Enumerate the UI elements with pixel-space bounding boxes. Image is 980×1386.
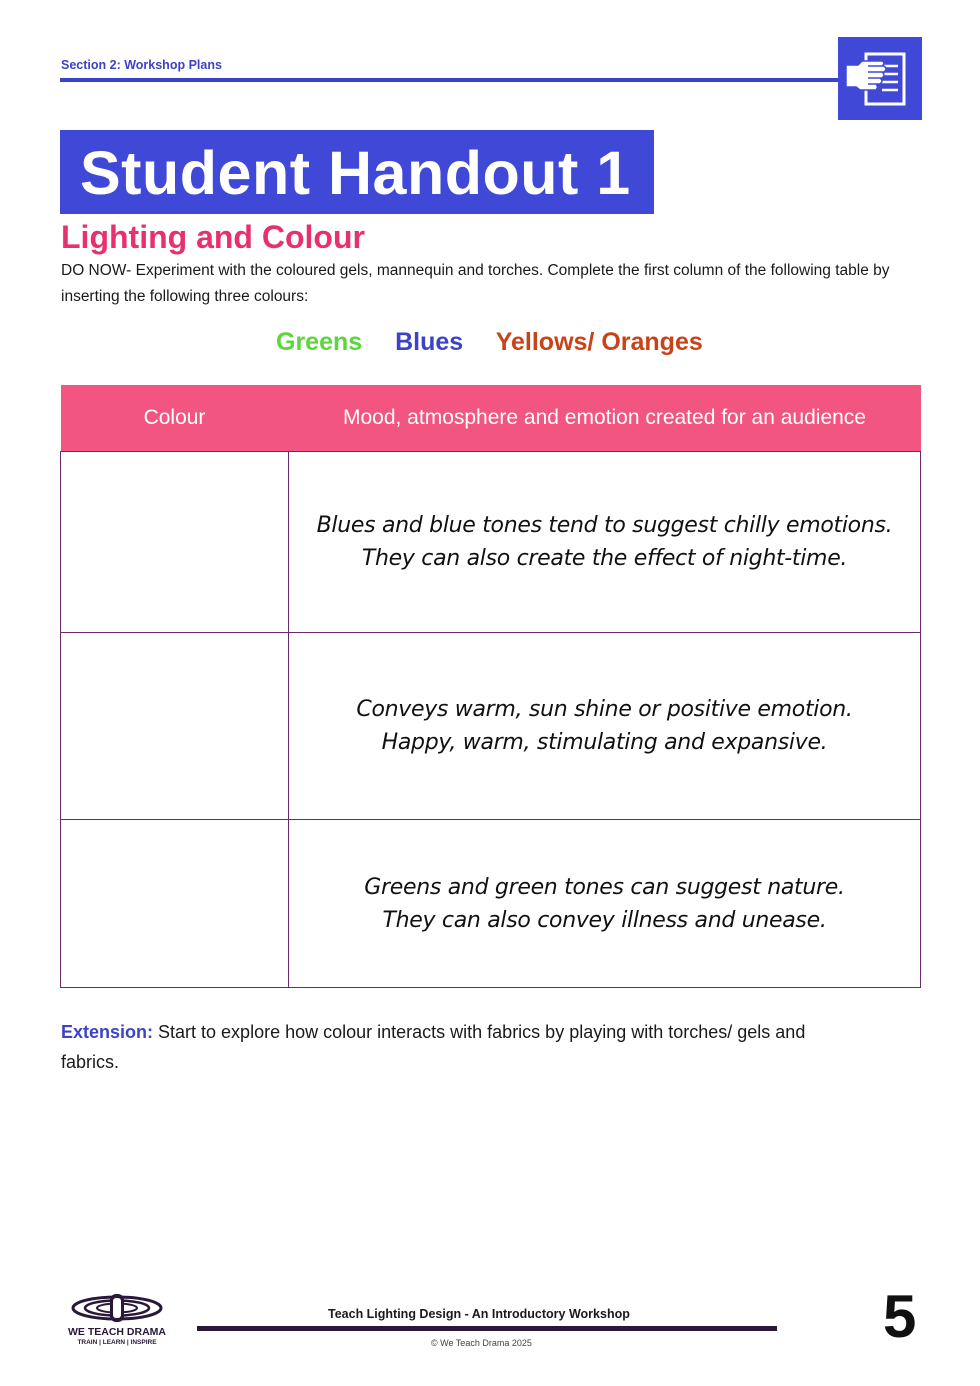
logo-tagline: TRAIN | LEARN | INSPIRE [77,1339,157,1346]
extension-text [61,1017,861,1077]
mood-cell [289,820,921,988]
colour-option-blues: Blues [395,328,464,356]
mood-line: Conveys warm, sun shine or positive emotion. [356,697,853,722]
mood-line: Greens and green tones can suggest nature. [364,874,845,900]
table-header-row [61,385,921,452]
page-title: Student Handout 1 [80,139,631,207]
hand-pointing-document-icon [838,37,922,120]
mood-line: They can also convey illness and unease. [382,907,827,933]
colour-mood-table [60,385,921,988]
mood-line: Blues and blue tones tend to suggest chilly emotions. [316,513,893,538]
footer-title: Teach Lighting Design - An Introductory Workshop [328,1307,630,1321]
we-teach-drama-logo [58,1290,176,1346]
header-rule [60,78,840,82]
copyright: © We Teach Drama 2025 [431,1338,532,1348]
footer-rule [197,1326,777,1331]
intro-text: DO NOW- Experiment with the coloured gels, mannequin and torches. Complete the first column of the following table by inserting the following three colours: [61,262,890,305]
table-row [61,452,921,633]
mood-line: They can also create the effect of night-time. [361,546,848,571]
table-row [61,633,921,820]
table-row [61,820,921,988]
mood-cell [289,633,921,820]
page-number: 5 [883,1283,917,1350]
extension-label: Extension: [61,1022,154,1042]
header-colour: Colour [61,385,289,452]
colour-cell-blank[interactable] [61,633,289,820]
extension-body: Start to explore how colour interacts with fabrics by playing with torches/ gels and fabrics. [61,1022,806,1072]
colour-cell-blank[interactable] [61,820,289,988]
colour-option-yellows-oranges: Yellows/ Oranges [495,328,703,356]
colour-option-greens: Greens [276,328,363,356]
header-mood: Mood, atmosphere and emotion created for an audience [289,385,921,452]
title-banner [60,130,654,214]
section-label: Section 2: Workshop Plans [61,58,222,72]
mood-cell [289,452,921,633]
colour-cell-blank[interactable] [61,452,289,633]
mood-line: Happy, warm, stimulating and expansive. [381,730,828,755]
colour-options [276,328,729,357]
subtitle: Lighting and Colour [61,219,365,255]
logo-text: WE TEACH DRAMA [68,1326,166,1338]
